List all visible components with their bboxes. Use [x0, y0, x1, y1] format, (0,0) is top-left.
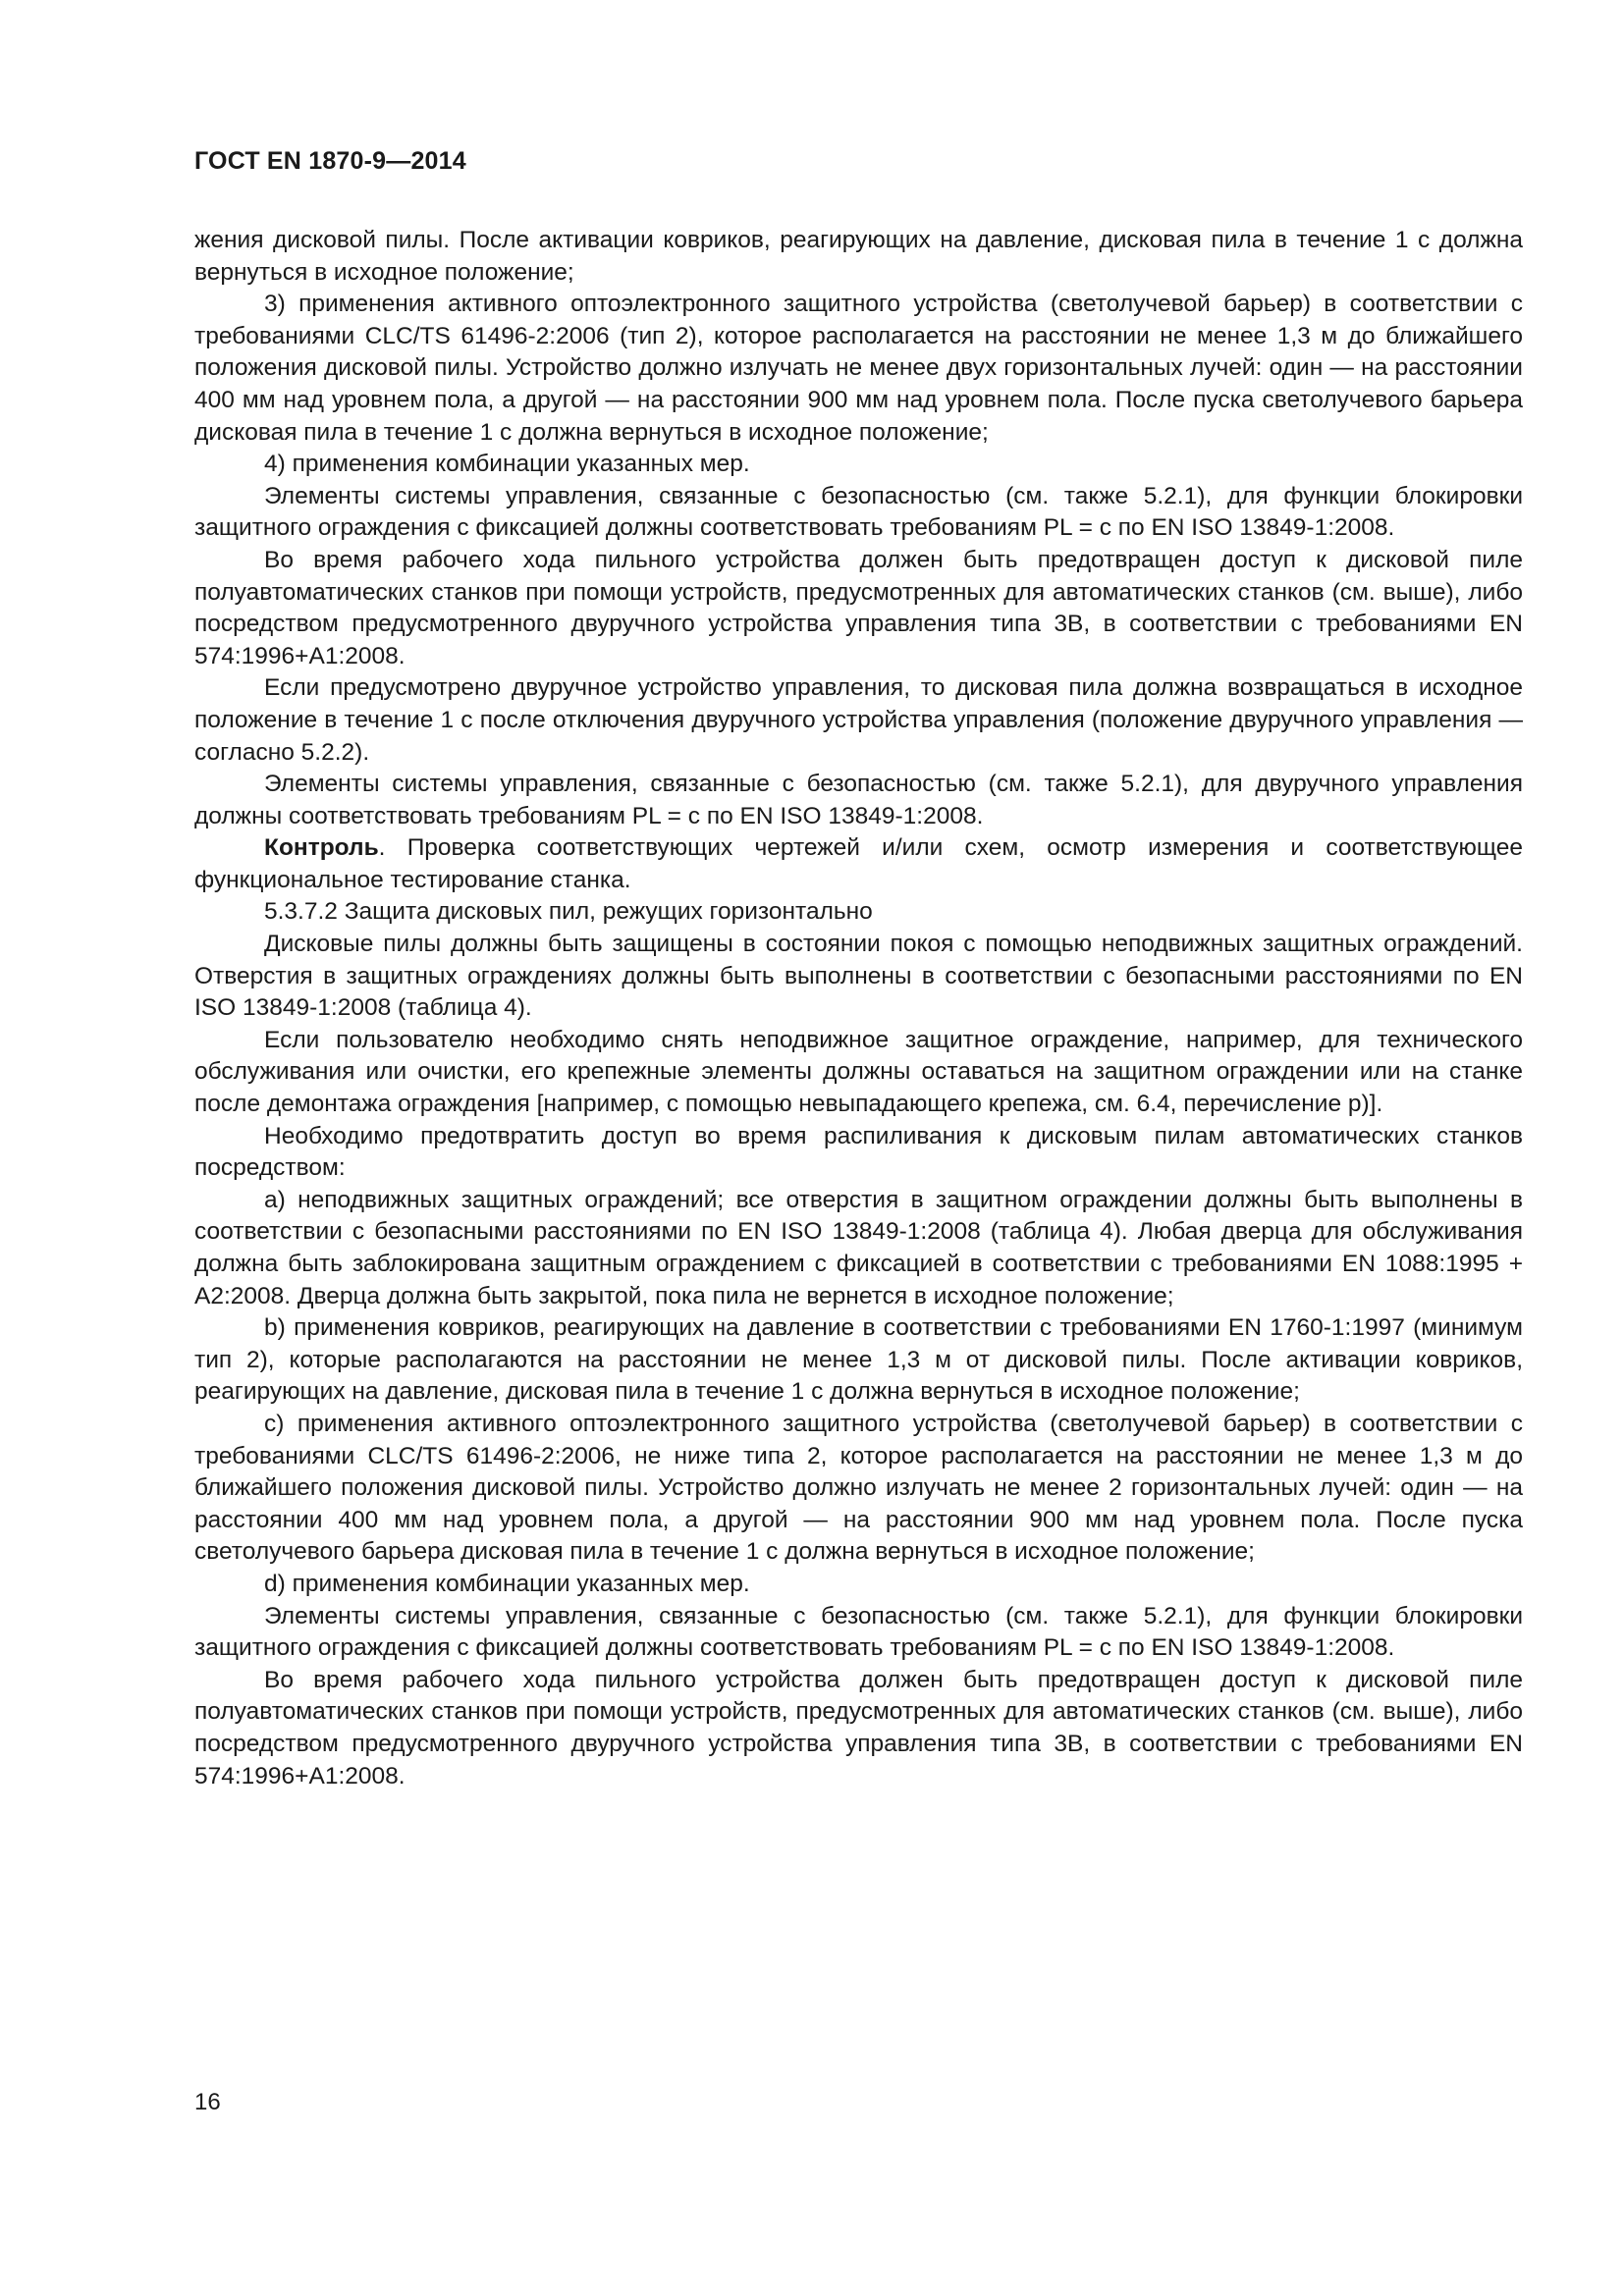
paragraph: [194, 929, 1523, 1025]
paragraph-text: Элементы системы управления, связанные с безопасностью (см. также 5.2.1), для функции блокировки защитного ограждения с фиксацией должны соответствовать требованиям PL = c по EN ISO 13849-1:2008.: [194, 1602, 1523, 1662]
paragraph-text: Во время рабочего хода пильного устройства должен быть предотвращен доступ к дисковой пиле полуавтоматических станков при помощи устройств, предусмотренных для автоматических станков (см. выше), либо посредством предусмотренного двуручного устройства управления типа 3В, в соответствии с требованиями EN 574:1996+A1:2008.: [194, 546, 1523, 669]
paragraph: [194, 769, 1523, 832]
paragraph: [194, 1665, 1523, 1792]
paragraph-text: b) применения ковриков, реагирующих на давление в соответствии с требованиями EN 1760-1:1997 (минимум тип 2), которые располагаются на расстоянии не менее 1,3 м от дисковой пилы. После активации ковриков, реагирующих на давление, дисковая пила в течение 1 с должна вернуться в исходное положение;: [194, 1314, 1523, 1406]
paragraph-text: Элементы системы управления, связанные с безопасностью (см. также 5.2.1), для двуручного управления должны соответствовать требованиям PL = c по EN ISO 13849-1:2008.: [194, 771, 1523, 829]
paragraph-text: d) применения комбинации указанных мер.: [264, 1570, 750, 1597]
document-header: ГОСТ EN 1870-9—2014: [194, 147, 466, 175]
document-body: [194, 225, 1523, 1792]
paragraph: [194, 1312, 1523, 1409]
paragraph: [194, 545, 1523, 672]
document-page: [194, 147, 1523, 1792]
paragraph-text: Во время рабочего хода пильного устройства должен быть предотвращен доступ к дисковой пиле полуавтоматических станков при помощи устройств, предусмотренных для автоматических станков (см. выше), либо посредством предусмотренного двуручного устройства управления типа 3В, в соответствии с требованиями EN 574:1996+A1:2008.: [194, 1666, 1523, 1789]
paragraph: [194, 672, 1523, 769]
paragraph: [194, 1185, 1523, 1312]
paragraph: [194, 225, 1523, 289]
paragraph: [194, 1409, 1523, 1569]
paragraph-text: . Проверка соответствующих чертежей и/или схем, осмотр измерения и соответствующее функциональное тестирование станка.: [194, 834, 1523, 893]
paragraph: [194, 481, 1523, 545]
paragraph-text: Необходимо предотвратить доступ во время распиливания к дисковым пилам автоматических станков посредством:: [194, 1122, 1523, 1182]
paragraph-text: жения дисковой пилы. После активации ковриков, реагирующих на давление, дисковая пила в течение 1 с должна вернуться в исходное положение;: [194, 227, 1523, 286]
paragraph-text: a) неподвижных защитных ограждений; все отверстия в защитном ограждении должны быть выполнены в соответствии с безопасными расстояниями по EN ISO 13849-1:2008 (таблица 4). Любая дверца для обслуживания должна быть заблокирована защитным ограждением с фиксацией в соответствии с требованиями EN 1088:1995 + A2:2008. Дверца должна быть закрытой, пока пила не вернется в исходное положение;: [194, 1186, 1523, 1309]
paragraph: [194, 896, 1523, 929]
paragraph: [194, 1025, 1523, 1121]
paragraph: [194, 1601, 1523, 1665]
paragraph: [194, 1569, 1523, 1601]
paragraph-text: 4) применения комбинации указанных мер.: [264, 451, 750, 478]
paragraph-text: Дисковые пилы должны быть защищены в состоянии покоя с помощью неподвижных защитных ограждений. Отверстия в защитных ограждениях должны быть выполнены в соответствии с безопасными расстояниями по EN ISO 13849-1:2008 (таблица 4).: [194, 931, 1523, 1022]
paragraph-text: Элементы системы управления, связанные с безопасностью (см. также 5.2.1), для функции блокировки защитного ограждения с фиксацией должны соответствовать требованиям PL = c по EN ISO 13849-1:2008.: [194, 482, 1523, 542]
paragraph: [194, 1121, 1523, 1185]
paragraph-text: 5.3.7.2 Защита дисковых пил, режущих горизонтально: [264, 898, 873, 926]
paragraph: [194, 289, 1523, 449]
paragraph: [194, 832, 1523, 896]
paragraph-lead: Контроль: [264, 834, 379, 862]
paragraph-text: Если пользователю необходимо снять неподвижное защитное ограждение, например, для технического обслуживания или очистки, его крепежные элементы должны оставаться на защитном ограждении или на станке после демонтажа ограждения [например, с помощью невыпадающего крепежа, см. 6.4, перечисление p)].: [194, 1026, 1523, 1118]
paragraph-text: Если предусмотрено двуручное устройство управления, то дисковая пила должна возвращаться в исходное положение в течение 1 с после отключения двуручного устройства управления (положение двуручного управления — согласно 5.2.2).: [194, 674, 1523, 766]
paragraph: [194, 449, 1523, 481]
page-number: 16: [194, 2089, 221, 2115]
paragraph-text: 3) применения активного оптоэлектронного защитного устройства (светолучевой барьер) в соответствии с требованиями CLC/TS 61496-2:2006 (тип 2), которое располагается на расстоянии не менее 1,3 м до ближайшего положения дисковой пилы. Устройство должно излучать не менее двух горизонтальных лучей: один — на расстоянии 400 мм над уровнем пола, а другой — на расстоянии 900 мм над уровнем пола. После пуска светолучевого барьера дисковая пила в течение 1 с должна вернуться в исходное положение;: [194, 291, 1523, 446]
paragraph-text: c) применения активного оптоэлектронного защитного устройства (светолучевой барьер) в соответствии с требованиями CLC/TS 61496-2:2006, не ниже типа 2, которое располагается на расстоянии не менее 1,3 м до ближайшего положения дисковой пилы. Устройство должно излучать не менее 2 горизонтальных лучей: один — на расстоянии 400 мм над уровнем пола, а другой — на расстоянии 900 мм над уровнем пола. После пуска светолучевого барьера дисковая пила в течение 1 с должна вернуться в исходное положение;: [194, 1410, 1523, 1566]
